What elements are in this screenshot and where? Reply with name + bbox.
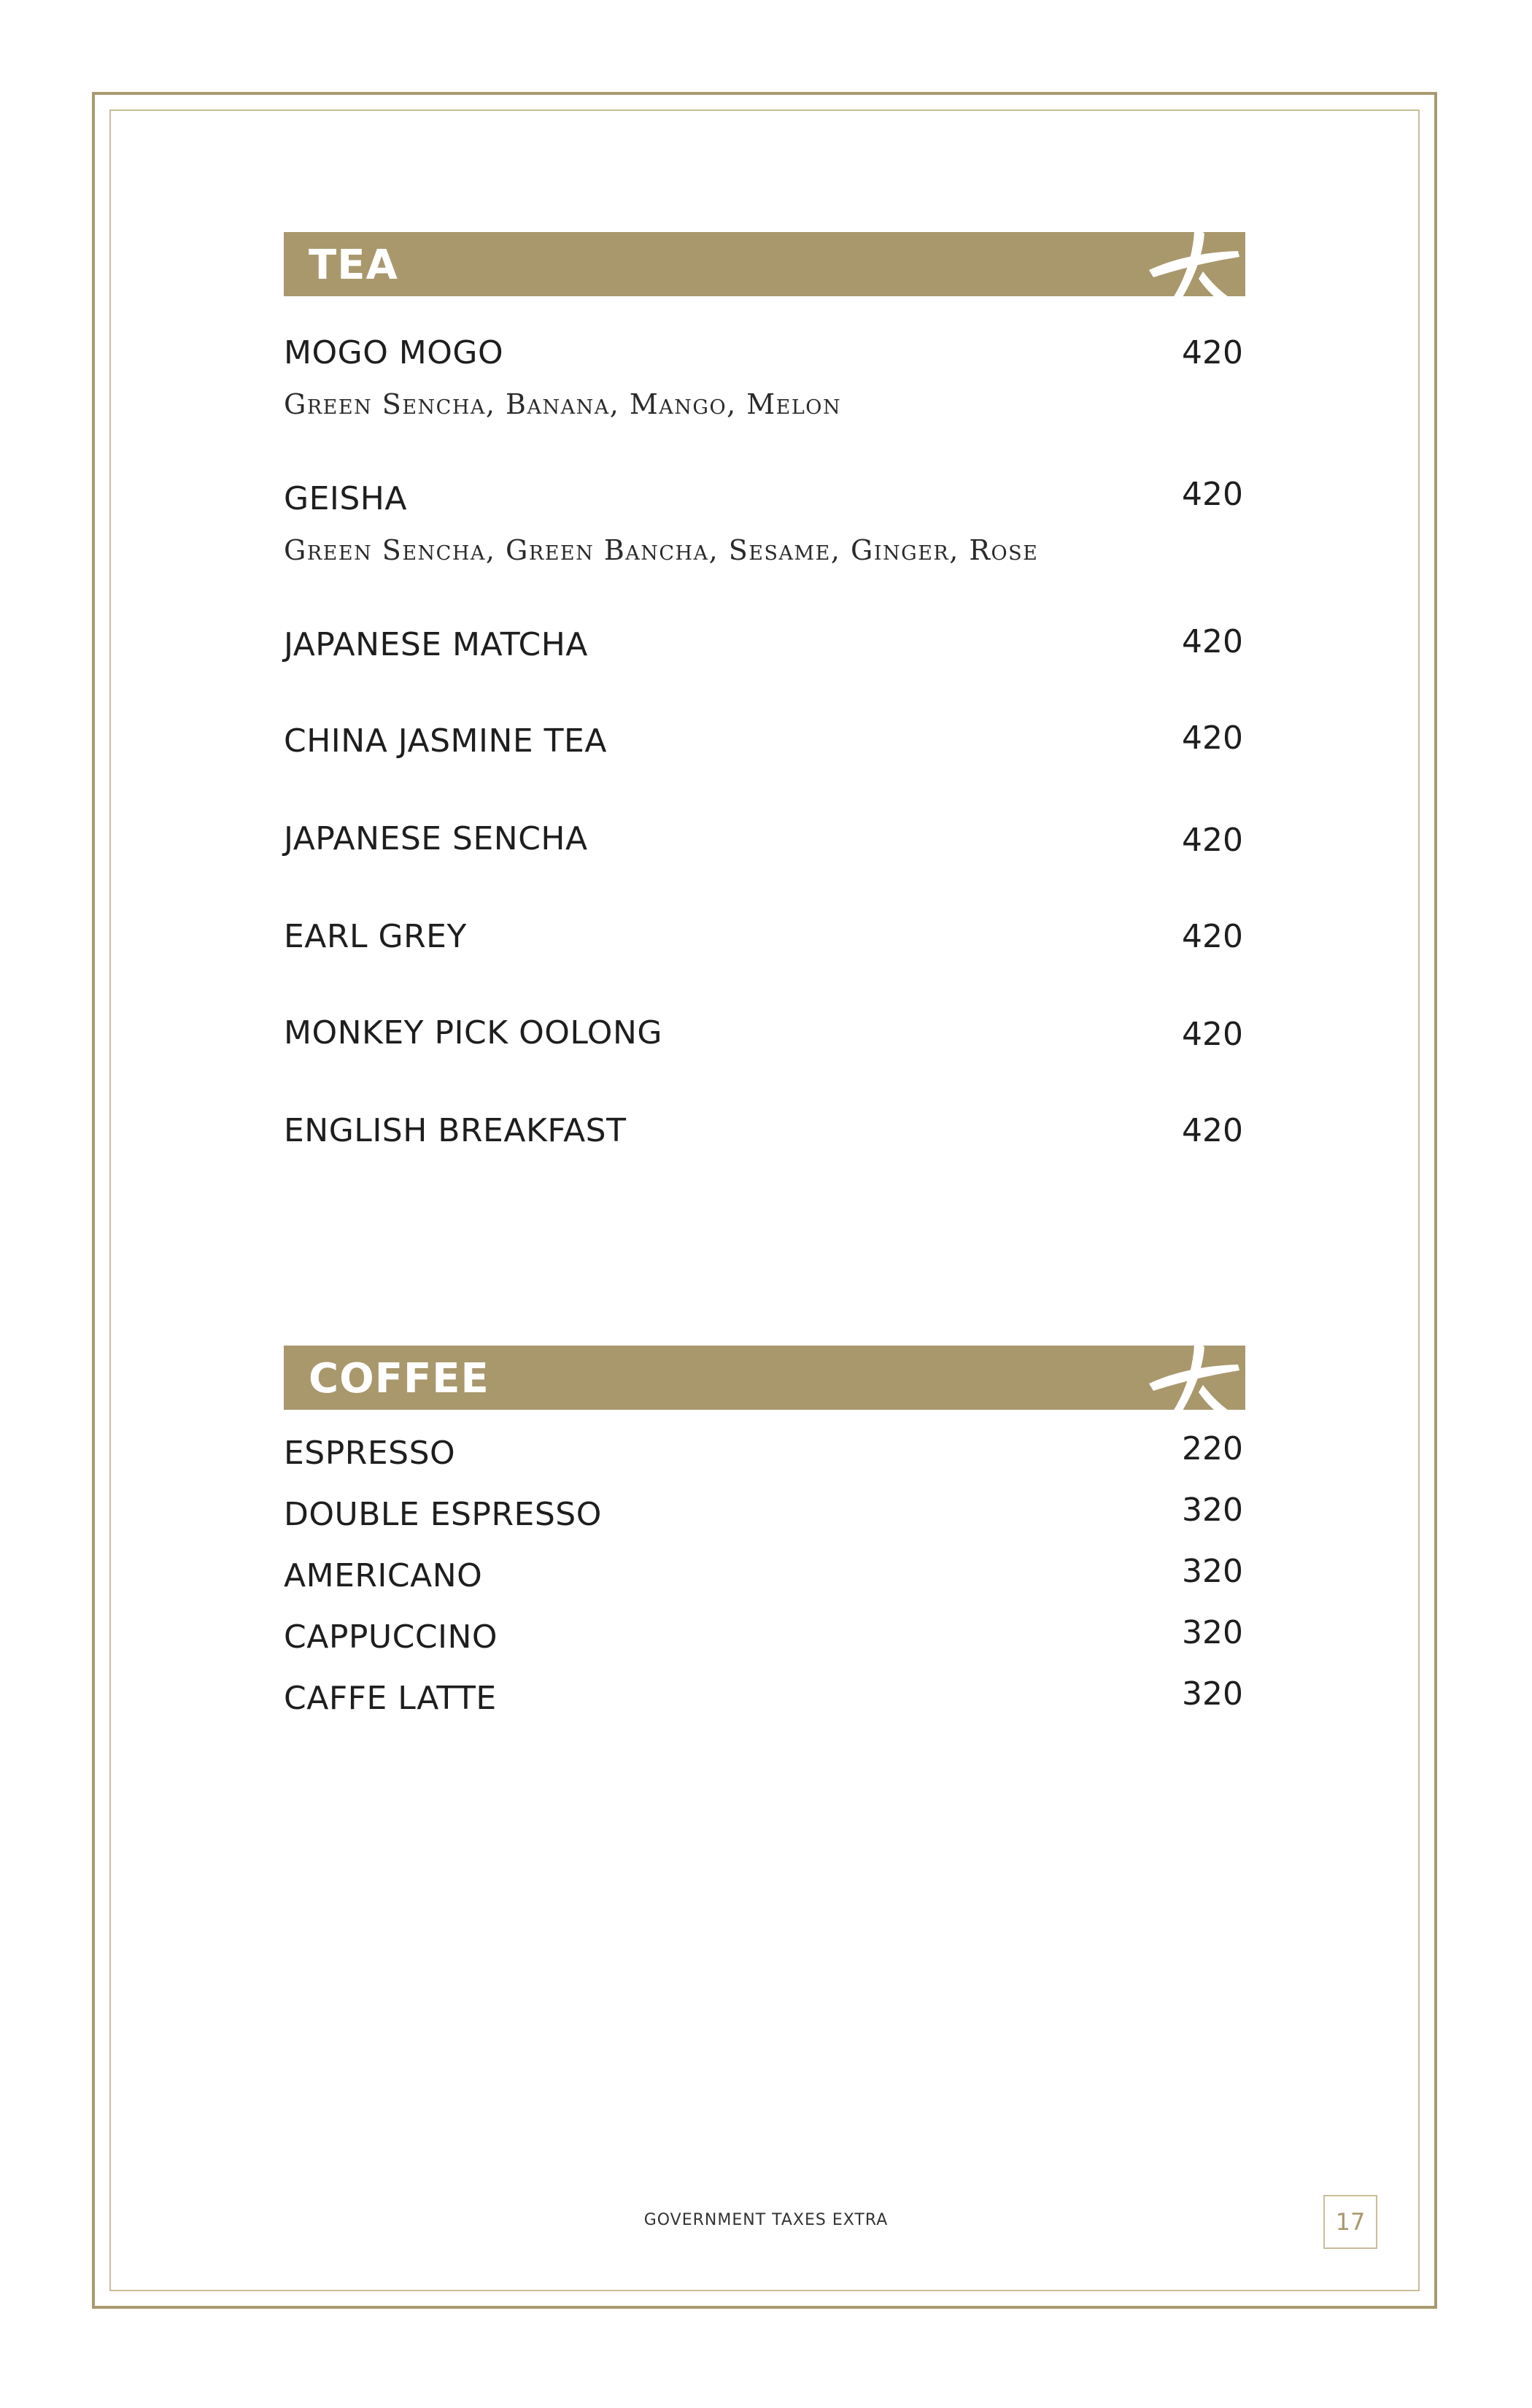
menu-item-description: Green Sencha, Banana, Mango, Melon xyxy=(284,388,842,420)
menu-item-price: 420 xyxy=(1182,822,1243,859)
menu-item-name: CAFFE LATTE xyxy=(284,1680,497,1717)
menu-item-name: ESPRESSO xyxy=(284,1435,456,1472)
menu-item-name: CHINA JASMINE TEA xyxy=(284,722,607,760)
menu-item-name: EARL GREY xyxy=(284,918,467,955)
page-inner-border xyxy=(109,109,1420,2291)
menu-item-name: CAPPUCCINO xyxy=(284,1618,498,1656)
menu-item-name: MOGO MOGO xyxy=(284,334,504,371)
menu-item-description: Green Sencha, Green Bancha, Sesame, Ginger, Rose xyxy=(284,534,1039,566)
coffee-section-title: COFFEE xyxy=(309,1355,490,1402)
menu-item-price: 420 xyxy=(1182,476,1243,513)
tea-section-title: TEA xyxy=(309,242,398,289)
menu-item-price: 220 xyxy=(1182,1430,1243,1467)
menu-item-price: 420 xyxy=(1182,1112,1243,1149)
menu-item-name: GEISHA xyxy=(284,480,407,517)
menu-item-price: 420 xyxy=(1182,334,1243,371)
menu-item-name: DOUBLE ESPRESSO xyxy=(284,1496,602,1533)
menu-item-price: 420 xyxy=(1182,918,1243,955)
menu-item-name: AMERICANO xyxy=(284,1557,483,1594)
menu-item-price: 420 xyxy=(1182,623,1243,660)
menu-item-price: 320 xyxy=(1182,1675,1243,1713)
tea-section-banner xyxy=(284,232,1245,296)
menu-item-price: 320 xyxy=(1182,1553,1243,1590)
coffee-section-banner xyxy=(284,1346,1245,1410)
da-character-logo-icon xyxy=(1136,1346,1245,1410)
menu-item-price: 420 xyxy=(1182,719,1243,757)
menu-item-price: 320 xyxy=(1182,1492,1243,1529)
da-character-logo-icon xyxy=(1136,232,1245,296)
menu-item-price: 320 xyxy=(1182,1614,1243,1651)
menu-item-name: JAPANESE MATCHA xyxy=(284,626,588,663)
menu-item-name: ENGLISH BREAKFAST xyxy=(284,1112,627,1149)
footer-taxes-note: GOVERNMENT TAXES EXTRA xyxy=(643,2211,889,2229)
menu-item-name: MONKEY PICK OOLONG xyxy=(284,1014,662,1051)
menu-item-price: 420 xyxy=(1182,1016,1243,1053)
page-number: 17 xyxy=(1323,2195,1377,2249)
menu-item-name: JAPANESE SENCHA xyxy=(284,820,588,857)
